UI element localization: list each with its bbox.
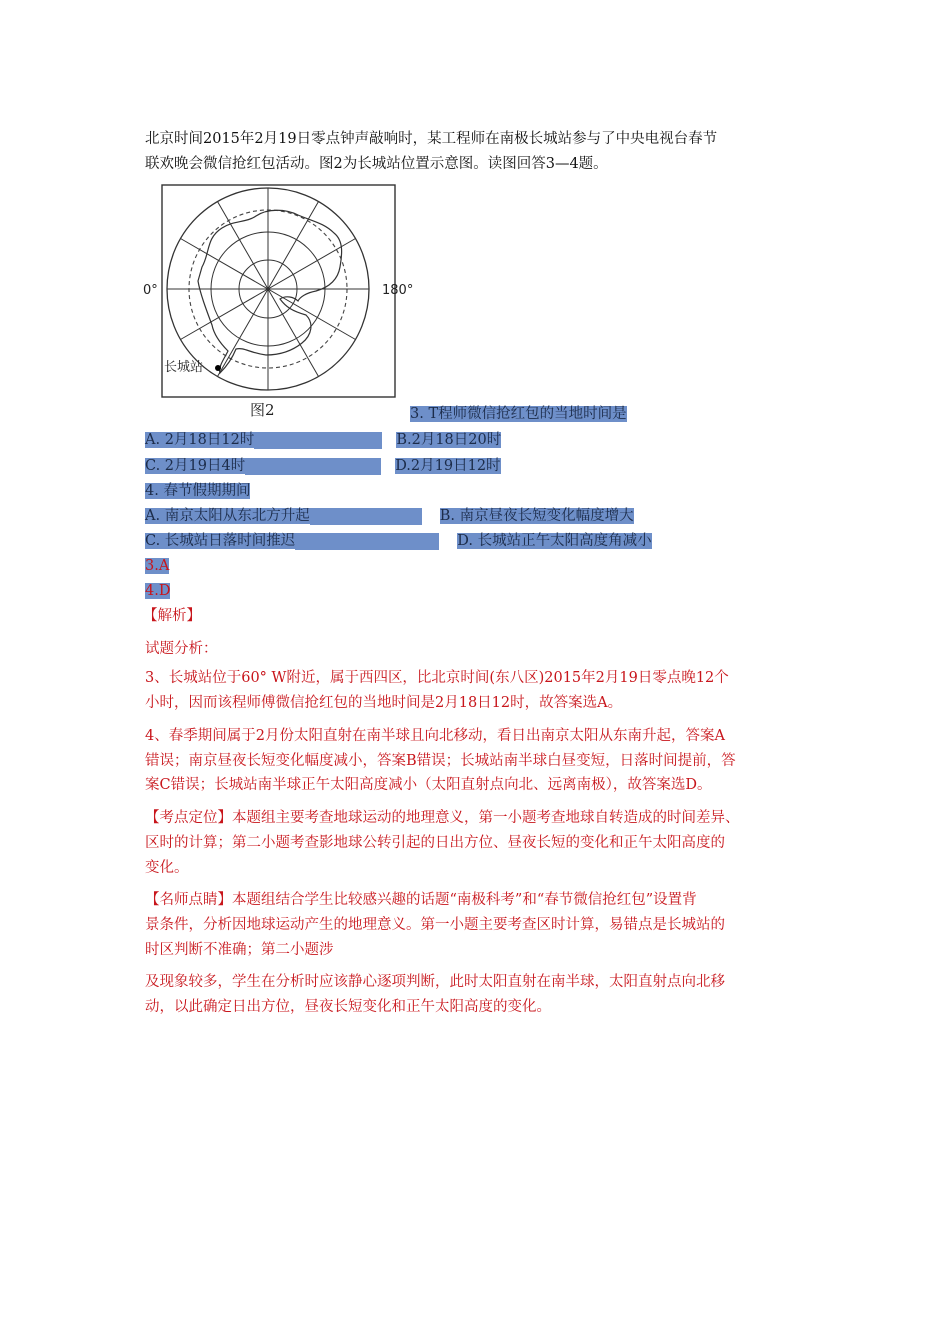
- q4-option-d: D. 长城站正午太阳高度角减小: [457, 533, 652, 549]
- q3-option-d: D.2月19日12时: [395, 458, 501, 474]
- teacher-note-line-4: 及现象较多，学生在分析时应该静心逐项判断，此时太阳直射在南半球，太阳直射点向北移: [145, 974, 725, 990]
- teacher-note-line-2: 景条件，分析因地球运动产生的地理意义。第一小题主要考查区时计算，易错点是长城站的: [145, 917, 725, 933]
- figure-2-antarctic-map: [140, 183, 420, 423]
- answer-3: 3.A: [145, 558, 170, 574]
- figure-caption: 图2: [250, 401, 275, 419]
- analysis-header: 【解析】: [143, 608, 201, 624]
- key-point-line-3: 变化。: [145, 860, 189, 876]
- teacher-note-line-5: 动，以此确定日出方位，昼夜长短变化和正午太阳高度的变化。: [145, 999, 551, 1015]
- q4-options-row-2: [145, 530, 652, 552]
- intro-line-1: 北京时间2015年2月19日零点钟声敲响时，某工程师在南极长城站参与了中央电视台春节: [145, 131, 718, 147]
- q4-options-row-1: [145, 505, 634, 527]
- q3-options-row-2: [145, 455, 501, 477]
- teacher-note-line-3: 时区判断不准确；第二小题涉: [145, 942, 334, 958]
- key-point-line-2: 区时的计算；第二小题考查影地球公转引起的日出方位、昼夜长短的变化和正午太阳高度的: [145, 835, 725, 851]
- intro-line-2: 联欢晚会微信抢红包活动。图2为长城站位置示意图。读图回答3—4题。: [145, 156, 608, 172]
- analysis-4-line-3: 案C错误；长城站南半球正午太阳高度减小（太阳直射点向北、远离南极），故答案选D。: [145, 777, 712, 793]
- analysis-3-line-1: 3、长城站位于60° W附近，属于西四区，比北京时间(东八区)2015年2月19日零点晚12个: [145, 670, 729, 686]
- key-point-line-1: 【考点定位】本题组主要考查地球运动的地理意义，第一小题考查地球自转造成的时间差异、: [145, 810, 740, 826]
- answer-4: 4.D: [145, 583, 171, 599]
- q4-option-a: A. 南京太阳从东北方升起: [145, 508, 310, 524]
- q4-option-c: C. 长城站日落时间推迟: [145, 533, 296, 549]
- q3-option-b: B.2月18日20时: [396, 432, 502, 448]
- q4-stem: 4. 春节假期期间: [145, 483, 251, 499]
- label-180-degree: 180°: [382, 283, 414, 298]
- q4-option-b: B. 南京昼夜长短变化幅度增大: [439, 508, 634, 524]
- great-wall-station-label: 长城站: [164, 360, 204, 375]
- q3-stem: 3. T程师微信抢红包的当地时间是: [410, 406, 627, 422]
- great-wall-station-marker: [215, 365, 221, 371]
- analysis-subheader: 试题分析：: [145, 641, 218, 657]
- label-0-degree: 0°: [143, 283, 158, 298]
- analysis-4-line-1: 4、春季期间属于2月份太阳直射在南半球且向北移动，看日出南京太阳从东南升起，答案A: [145, 728, 725, 744]
- teacher-note-line-1: 【名师点睛】本题组结合学生比较感兴趣的话题“南极科考”和“春节微信抢红包”设置背: [145, 892, 697, 908]
- analysis-4-line-2: 错误；南京昼夜长短变化幅度减小，答案B错误；长城站南半球白昼变短，日落时间提前，答: [145, 753, 736, 769]
- analysis-3-line-2: 小时，因而该程师傅微信抢红包的当地时间是2月18日12时，故答案选A。: [145, 695, 623, 711]
- q3-option-a: A. 2月18日12时: [145, 432, 255, 448]
- polar-map-svg: [140, 183, 420, 423]
- q3-option-c: C. 2月19日4时: [145, 458, 246, 474]
- q3-options-row-1: [145, 429, 501, 451]
